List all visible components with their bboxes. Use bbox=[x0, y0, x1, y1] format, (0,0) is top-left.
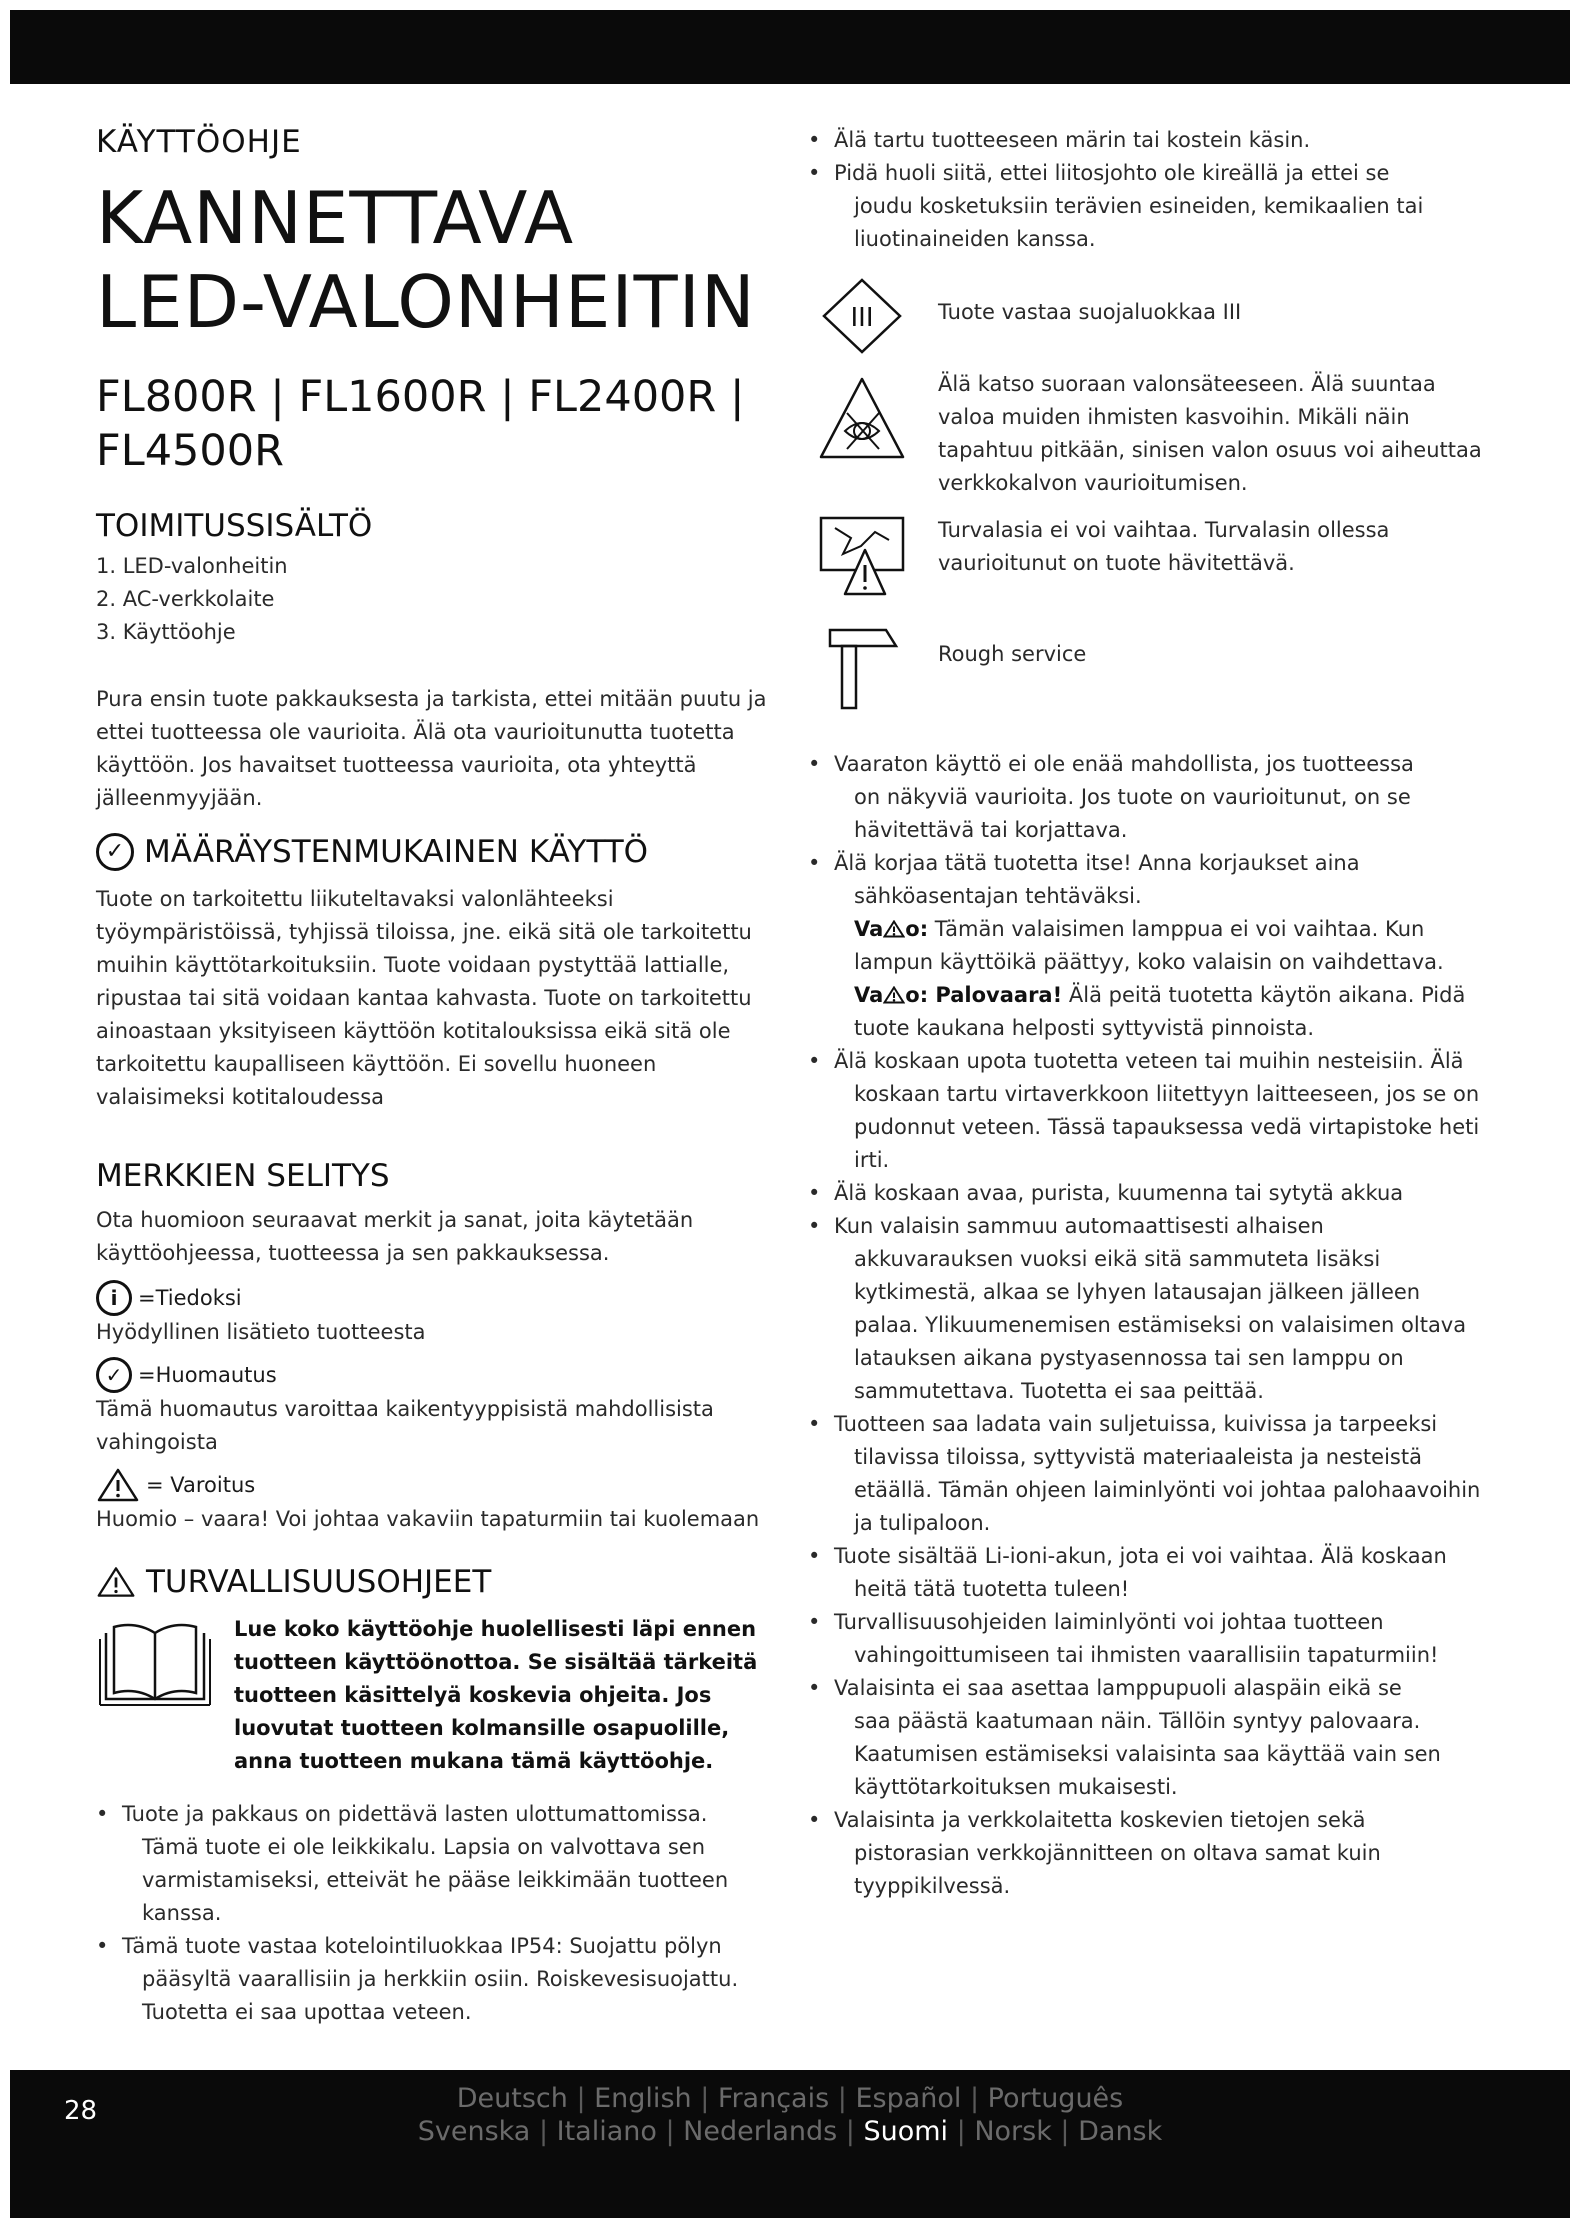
symbols-intro: Ota huomioon seuraavat merkit ja sanat, joita käytetään käyttöohjeessa, tuotteessa ja sen pakkauksessa. bbox=[96, 1208, 694, 1265]
right-top-list bbox=[808, 124, 1488, 256]
bullet-continuation: saa päästä kaatumaan näin. Tällöin syntyy palovaara. Kaatumisen estämiseksi valaisinta saa käyttää vain sen käyttötarkoituksen mukaisesti. bbox=[854, 1709, 1441, 1799]
models-line-2: FL4500R bbox=[96, 426, 284, 476]
language-link[interactable]: Norsk bbox=[974, 2116, 1052, 2147]
intro-paragraph: Pura ensin tuote pakkauksesta ja tarkista, ettei mitään puutu ja ettei tuotteessa ole vaurioita. Älä ota vaurioitunutta tuotetta käyttöön. Jos havaitset tuotteessa vaurioita, ota yhteyttä jälleenmyyjään. bbox=[96, 687, 767, 810]
list-item bbox=[96, 1930, 776, 2029]
bullet-continuation: pääsyltä vaarallisiin ja herkkiin osiin. Roiskevesisuojattu. Tuotetta ei saa upottaa veteen. bbox=[142, 1967, 739, 2024]
language-selector bbox=[300, 2082, 1280, 2148]
list-item bbox=[808, 1210, 1488, 1408]
left-safety-list bbox=[96, 1798, 776, 2029]
list-item bbox=[808, 1804, 1488, 1903]
list-item: 1. LED-valonheitin bbox=[96, 554, 288, 578]
list-item bbox=[808, 124, 1488, 157]
symbol-text: Tuote vastaa suojaluokkaa III bbox=[938, 300, 1242, 324]
language-link[interactable]: Español bbox=[855, 2083, 962, 2114]
bullet-continuation: tilavissa tiloissa, syttyvistä materiaaleista ja nesteistä etäällä. Tämän ohjeen laiminlyönti voi johtaa palohaavoihin ja tulipaloon. bbox=[854, 1445, 1481, 1535]
symbol-row-rough-service bbox=[808, 618, 1488, 714]
warning-word-end: o: bbox=[905, 917, 929, 941]
list-item bbox=[808, 1408, 1488, 1540]
info-symbol-row bbox=[96, 1280, 776, 1316]
language-link[interactable]: Nederlands bbox=[683, 2116, 838, 2147]
bullet-lead: Älä koskaan upota tuotetta veteen tai muihin nesteisiin. Älä bbox=[834, 1049, 1464, 1073]
open-book-icon bbox=[96, 1617, 214, 1709]
models-line-1: FL800R | FL1600R | FL2400R | bbox=[96, 372, 745, 422]
contents-heading: TOIMITUSSISÄLTÖ bbox=[96, 508, 373, 544]
lamp-warning bbox=[834, 913, 1488, 979]
bullet-continuation: Tämä tuote ei ole leikkikalu. Lapsia on valvottava sen varmistamiseksi, etteivät he pääse leikkimään tuotteen kanssa. bbox=[142, 1835, 729, 1925]
bullet-lead: Tuotteen saa ladata vain suljetuissa, kuivissa ja tarpeeksi bbox=[834, 1412, 1438, 1436]
bullet-continuation: pistorasian verkkojännitteen on oltava samat kuin tyyppikilvessä. bbox=[854, 1841, 1381, 1898]
info-label: =Tiedoksi bbox=[138, 1285, 242, 1310]
warning-triangle-icon bbox=[96, 1565, 136, 1599]
title-line-1: KANNETTAVA bbox=[96, 176, 575, 260]
title-line-2: LED-VALONHEITIN bbox=[96, 260, 756, 344]
intended-use-heading: MÄÄRÄYSTENMUKAINEN KÄYTTÖ bbox=[144, 834, 649, 870]
page-title bbox=[96, 176, 776, 344]
left-column bbox=[96, 124, 776, 2029]
warning-triangle-icon bbox=[96, 1467, 140, 1503]
bullet-continuation: vahingoittumiseen tai ihmisten vaarallisiin tapaturmiin! bbox=[854, 1643, 1439, 1667]
bullet-lead: Älä korjaa tätä tuotetta itse! Anna korjaukset aina bbox=[834, 851, 1360, 875]
language-link[interactable]: Svenska bbox=[417, 2116, 531, 2147]
bullet-continuation: on näkyviä vaurioita. Jos tuote on vaurioitunut, on se hävitettävä tai korjattava. bbox=[854, 785, 1411, 842]
contents-list bbox=[96, 550, 776, 649]
symbol-row-glass bbox=[808, 510, 1488, 600]
bullet-lead: Vaaraton käyttö ei ole enää mahdollista, jos tuotteessa bbox=[834, 752, 1414, 776]
safety-heading-row bbox=[96, 1564, 491, 1600]
language-link[interactable]: Italiano bbox=[556, 2116, 657, 2147]
symbol-text: Rough service bbox=[938, 642, 1087, 666]
top-bar bbox=[10, 10, 1570, 84]
list-item bbox=[808, 157, 1488, 256]
read-manual-block bbox=[96, 1613, 776, 1778]
warning-word-end: o: bbox=[905, 983, 929, 1007]
hammer-icon bbox=[820, 620, 904, 712]
fire-hazard-label: Palovaara! bbox=[935, 983, 1063, 1007]
language-link[interactable]: Português bbox=[987, 2083, 1124, 2114]
bullet-lead: Pidä huoli siitä, ettei liitosjohto ole kireällä ja ettei se bbox=[834, 161, 1390, 185]
right-safety-list bbox=[808, 748, 1488, 1903]
list-item: 3. Käyttöohje bbox=[96, 620, 236, 644]
warning-triangle-icon bbox=[883, 920, 905, 938]
note-label: =Huomautus bbox=[138, 1362, 277, 1387]
info-icon: i bbox=[96, 1280, 132, 1316]
check-circle-icon: ✓ bbox=[96, 833, 134, 871]
list-item bbox=[808, 1045, 1488, 1177]
list-item bbox=[808, 748, 1488, 847]
symbol-row-eye-hazard bbox=[808, 368, 1488, 500]
language-link[interactable]: Dansk bbox=[1078, 2116, 1163, 2147]
bullet-lead: Tuote sisältää Li-ioni-akun, jota ei voi vaihtaa. Älä koskaan bbox=[834, 1544, 1447, 1568]
eye-hazard-icon bbox=[817, 373, 907, 463]
symbol-text: Turvalasia ei voi vaihtaa. Turvalasin ollessa vaurioitunut on tuote hävitettävä. bbox=[938, 518, 1390, 575]
bullet-lead: Älä koskaan avaa, purista, kuumenna tai sytytä akkua bbox=[834, 1181, 1404, 1205]
bullet-lead: Valaisinta ja verkkolaitetta koskevien tietojen sekä bbox=[834, 1808, 1366, 1832]
info-description: Hyödyllinen lisätieto tuotteesta bbox=[96, 1320, 426, 1344]
warning-description: Huomio – vaara! Voi johtaa vakaviin tapaturmiin tai kuolemaan bbox=[96, 1507, 760, 1531]
symbol-text: Älä katso suoraan valonsäteeseen. Älä suuntaa valoa muiden ihmisten kasvoihin. Mikäli näin tapahtuu pitkään, sinisen valon osuus voi aiheuttaa verkkokalvon vaurioitumisen. bbox=[938, 372, 1482, 495]
safety-heading: TURVALLISUUSOHJEET bbox=[146, 1564, 492, 1600]
intended-use-heading-row bbox=[96, 833, 648, 871]
warning-label: = Varoitus bbox=[146, 1472, 256, 1497]
note-description: Tämä huomautus varoittaa kaikentyyppisistä mahdollisista vahingoista bbox=[96, 1397, 714, 1454]
right-column bbox=[808, 124, 1488, 1903]
language-link-current[interactable]: Suomi bbox=[863, 2116, 949, 2147]
bullet-continuation: heitä tätä tuotetta tuleen! bbox=[854, 1577, 1130, 1601]
bullet-continuation: joudu kosketuksiin terävien esineiden, kemikaalien tai liuotinaineiden kanssa. bbox=[854, 194, 1424, 251]
language-link[interactable]: Français bbox=[717, 2083, 830, 2114]
document-type: KÄYTTÖOHJE bbox=[96, 124, 302, 160]
bullet-lead: Kun valaisin sammuu automaattisesti alhaisen bbox=[834, 1214, 1324, 1238]
warning-triangle-icon bbox=[883, 986, 905, 1004]
symbol-row-protection-class bbox=[808, 276, 1488, 356]
language-row-1: Deutsch | English | Français | Español | Português bbox=[456, 2083, 1124, 2114]
language-link[interactable]: Deutsch bbox=[456, 2083, 568, 2114]
fire-warning bbox=[834, 979, 1488, 1045]
list-item bbox=[808, 1177, 1488, 1210]
list-item bbox=[808, 1540, 1488, 1606]
bullet-lead: Tämä tuote vastaa kotelointiluokkaa IP54: Suojattu pölyn bbox=[122, 1934, 722, 1958]
bullet-lead: Valaisinta ei saa asettaa lamppupuoli alaspäin eikä se bbox=[834, 1676, 1402, 1700]
warning-symbol-row bbox=[96, 1467, 776, 1503]
read-manual-text: Lue koko käyttöohje huolellisesti läpi ennen tuotteen käyttöönottoa. Se sisältää tärkeitä tuotteen käsittelyä koskevia ohjeita. Jos luovutat tuotteen kolmansille osapuolille, anna tuotteen mukana tämä käyttöohje. bbox=[234, 1617, 758, 1773]
svg-text:III: III bbox=[850, 303, 874, 333]
bullet-lead: Älä tartu tuotteeseen märin tai kostein käsin. bbox=[834, 128, 1311, 152]
broken-glass-icon bbox=[815, 510, 909, 600]
lamp-warning-text: Tämän valaisimen lamppua ei voi vaihtaa. Kun lampun käyttöikä päättyy, koko valaisin on vaihdettava. bbox=[854, 917, 1444, 974]
bullet-continuation: koskaan tartu virtaverkkoon liitettyyn laitteeseen, jos se on pudonnut veteen. Tässä tapauksessa vedä virtapistoke heti irti. bbox=[854, 1082, 1480, 1172]
note-symbol-row bbox=[96, 1357, 776, 1393]
language-link[interactable]: English bbox=[594, 2083, 692, 2114]
bullet-lead: Tuote ja pakkaus on pidettävä lasten ulottumattomissa. bbox=[122, 1802, 708, 1826]
fire-warning-text: Älä peitä tuotetta käytön aikana. Pidä tuote kaukana helposti syttyvistä pinnoista. bbox=[854, 983, 1466, 1040]
model-list bbox=[96, 370, 776, 478]
list-item: 2. AC-verkkolaite bbox=[96, 587, 275, 611]
list-item bbox=[808, 1606, 1488, 1672]
bullet-lead: Turvallisuusohjeiden laiminlyönti voi johtaa tuotteen bbox=[834, 1610, 1384, 1634]
bullet-continuation: sähköasentajan tehtäväksi. bbox=[854, 884, 1142, 908]
page-number: 28 bbox=[64, 2096, 98, 2126]
intended-use-text: Tuote on tarkoitettu liikuteltavaksi valonlähteeksi työympäristöissä, tyhjissä tiloissa, jne. eikä sitä ole tarkoitettu muihin käyttötarkoituksiin. Tuote voidaan pystyttää lattialle, ripustaa tai sitä voidaan kantaa kahvasta. Tuote on tarkoitettu ainoastaan yksityiseen käyttöön kotitalouksissa eikä sitä ole tarkoitettu kaupalliseen käyttöön. Ei sovellu huoneen valaisimeksi kotitaloudessa bbox=[96, 887, 752, 1109]
list-item bbox=[808, 847, 1488, 1045]
language-row-2: Svenska | Italiano | Nederlands | Suomi | Norsk | Dansk bbox=[417, 2116, 1163, 2147]
list-item bbox=[96, 1798, 776, 1930]
bullet-continuation: akkuvarauksen vuoksi eikä sitä sammuteta lisäksi kytkimestä, alkaa se lyhyen latausajan jälkeen jälleen palaa. Ylikuumenemisen estämiseksi on valaisimen oltava latauksen aikana pystyasennossa tai sen lamppu on sammutettava. Tuotetta ei saa peittää. bbox=[854, 1247, 1467, 1403]
symbols-heading: MERKKIEN SELITYS bbox=[96, 1158, 390, 1194]
protection-class-iii-icon bbox=[820, 276, 904, 356]
warning-word-start: Va bbox=[854, 983, 884, 1007]
check-circle-icon: ✓ bbox=[96, 1357, 132, 1393]
warning-word-start: Va bbox=[854, 917, 884, 941]
list-item bbox=[808, 1672, 1488, 1804]
